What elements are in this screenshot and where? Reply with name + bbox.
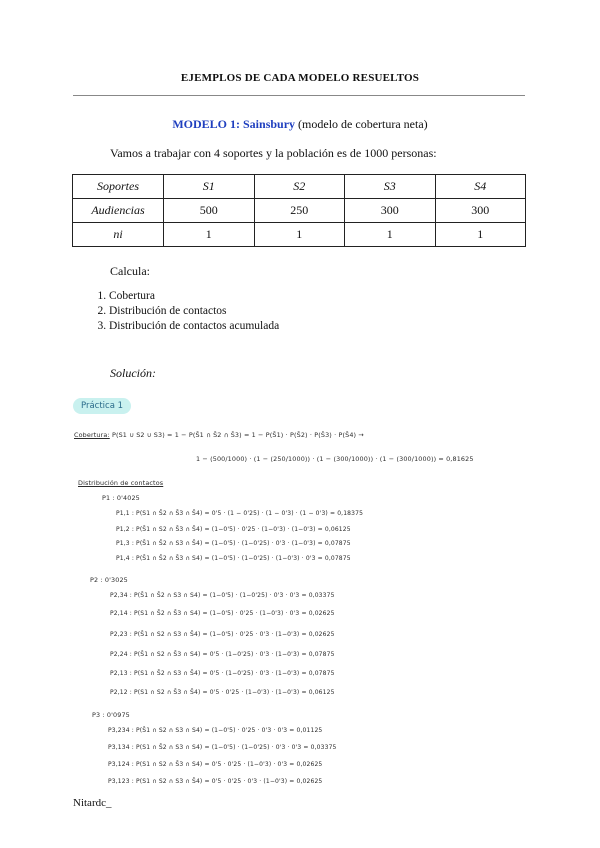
- p2-line: P2,14 : P(S1 ∩ S̄2 ∩ S̄3 ∩ S4) = (1−0'5) · 0'25 · (1−0'3) · 0'3 = 0,02625: [110, 610, 335, 617]
- p1-line: P1,1 : P(S1 ∩ S̄2 ∩ S̄3 ∩ S̄4) = 0'5 · (1 − 0'25) · (1 − 0'3) · (1 − 0'3) = 0,18375: [116, 510, 364, 517]
- table-cell: 1: [345, 223, 436, 247]
- table-cell: 1: [254, 223, 345, 247]
- table-row-label: Audiencias: [73, 199, 164, 223]
- table-cell: 300: [435, 199, 526, 223]
- table-header-cell: S3: [345, 175, 436, 199]
- list-item: 2. Distribución de contactos: [109, 304, 279, 319]
- title-divider: [73, 95, 525, 96]
- p3-line: P3,124 : P(S1 ∩ S2 ∩ S̄3 ∩ S4) = 0'5 · 0'25 · (1−0'3) · 0'3 = 0,02625: [108, 761, 323, 768]
- page-title: EJEMPLOS DE CADA MODELO RESUELTOS: [180, 72, 420, 84]
- table-cell: 1: [164, 223, 255, 247]
- p3-line: P3,123 : P(S1 ∩ S2 ∩ S3 ∩ S̄4) = 0'5 · 0'25 · 0'3 · (1−0'3) = 0,02625: [108, 778, 323, 785]
- p3-line: P3,234 : P(S̄1 ∩ S2 ∩ S3 ∩ S4) = (1−0'5) · 0'25 · 0'3 · 0'3 = 0,01125: [108, 727, 323, 734]
- model-name: MODELO 1: Sainsbury: [172, 117, 296, 131]
- table-cell: 300: [345, 199, 436, 223]
- model-subtitle: (modelo de cobertura neta): [298, 117, 428, 131]
- table-row: [73, 199, 526, 223]
- intro-paragraph: Vamos a trabajar con 4 soportes y la población es de 1000 personas:: [110, 146, 437, 160]
- p1-line: P1,2 : P(S̄1 ∩ S2 ∩ S̄3 ∩ S̄4) = (1−0'5) · 0'25 · (1−0'3) · (1−0'3) = 0,06125: [116, 526, 351, 533]
- p1-line: P1,3 : P(S̄1 ∩ S̄2 ∩ S3 ∩ S̄4) = (1−0'5) · (1−0'25) · 0'3 · (1−0'3) = 0,07875: [116, 540, 351, 547]
- p2-line: P2,13 : P(S1 ∩ S̄2 ∩ S3 ∩ S̄4) = 0'5 · (1−0'25) · 0'3 · (1−0'3) = 0,07875: [110, 670, 335, 677]
- table-header-cell: S4: [435, 175, 526, 199]
- distribucion-label: Distribución de contactos: [78, 479, 164, 487]
- table-cell: 1: [435, 223, 526, 247]
- list-item: 1. Cobertura: [109, 289, 279, 304]
- p1-line: P1,4 : P(S̄1 ∩ S̄2 ∩ S̄3 ∩ S4) = (1−0'5) · (1−0'25) · (1−0'3) · 0'3 = 0,07875: [116, 555, 351, 562]
- table-row: [73, 223, 526, 247]
- table-cell: 500: [164, 199, 255, 223]
- p3-header: P3 : 0'0975: [92, 711, 130, 719]
- table-row-label: ni: [73, 223, 164, 247]
- cobertura-label: Cobertura:: [74, 431, 110, 439]
- table-header-cell: S1: [164, 175, 255, 199]
- p2-line: P2,24 : P(S̄1 ∩ S2 ∩ S̄3 ∩ S4) = 0'5 · (1−0'25) · 0'3 · (1−0'3) = 0,07875: [110, 651, 335, 658]
- table-cell: 250: [254, 199, 345, 223]
- table-header-row: [73, 175, 526, 199]
- table-header-cell: Soportes: [73, 175, 164, 199]
- p2-line: P2,34 : P(S̄1 ∩ S̄2 ∩ S3 ∩ S4) = (1−0'5) · (1−0'25) · 0'3 · 0'3 = 0,03375: [110, 592, 335, 599]
- cobertura-line-1: [74, 431, 364, 439]
- list-item: 3. Distribución de contactos acumulada: [109, 319, 279, 334]
- p2-header: P2 : 0'3025: [90, 576, 128, 584]
- p1-header: P1 : 0'4025: [102, 494, 140, 502]
- calcula-label: Calcula:: [110, 264, 150, 278]
- task-list: [73, 289, 279, 334]
- table-header-cell: S2: [254, 175, 345, 199]
- p3-line: P3,134 : P(S1 ∩ S̄2 ∩ S3 ∩ S4) = (1−0'5) · (1−0'25) · 0'3 · 0'3 = 0,03375: [108, 744, 337, 751]
- practica-badge: Práctica 1: [73, 398, 131, 414]
- p2-line: P2,12 : P(S1 ∩ S2 ∩ S̄3 ∩ S̄4) = 0'5 · 0'25 · (1−0'3) · (1−0'3) = 0,06125: [110, 689, 335, 696]
- footer-signature: Nitardc_: [73, 797, 112, 809]
- soportes-table: [72, 174, 526, 247]
- solution-label: Solución:: [110, 366, 156, 380]
- model-heading: [0, 117, 600, 132]
- cobertura-line-2: 1 − (500/1000) · (1 − (250/1000)) · (1 − (300/1000)) · (1 − (300/1000)) = 0,81625: [196, 455, 474, 463]
- p2-line: P2,23 : P(S̄1 ∩ S2 ∩ S3 ∩ S̄4) = (1−0'5) · 0'25 · 0'3 · (1−0'3) = 0,02625: [110, 631, 335, 638]
- cobertura-formula: P(S1 ∪ S2 ∪ S3) = 1 − P(S̄1 ∩ S̄2 ∩ S̄3) = 1 − P(S̄1) · P(S̄2) · P(S̄3) · P(S̄4) →: [111, 431, 364, 439]
